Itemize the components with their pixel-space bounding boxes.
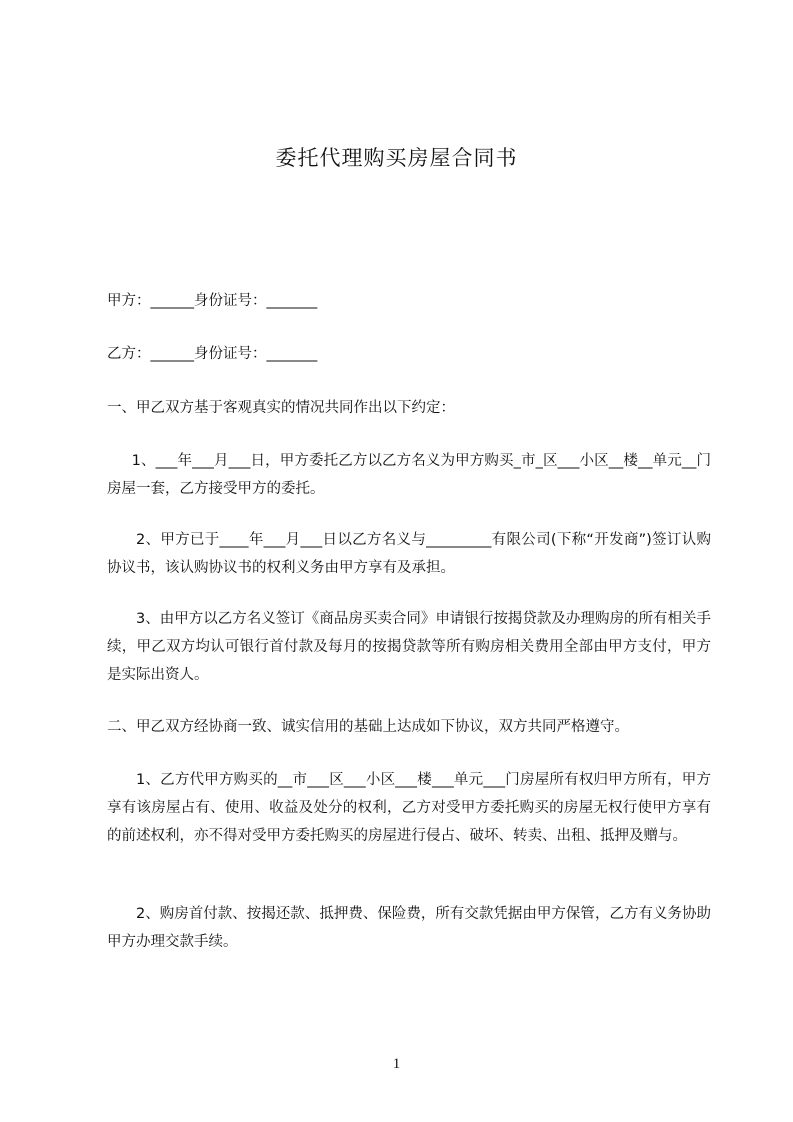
document-title: 委托代理购买房屋合同书 [275,146,518,170]
clause-2-1: 1、乙方代甲方购买的__市___区___小区___楼___单元___门房屋所有权归甲方所有，甲方享有该房屋占有、使用、收益及处分的权利，乙方对受甲方委托购买的房屋无权行使甲方享有的前述权利，亦不得对受甲方委托购买的房屋进行侵占、破坏、转卖、出租、抵押及赠与。 [107,772,711,844]
clause-1-2: 2、甲方已于____年___月___日以乙方名义与_________有限公司(下称“开发商”)签订认购协议书，该认购协议书的权利义务由甲方享有及承担。 [107,532,711,576]
party-b-line: 乙方：______身份证号：_______ [107,346,318,362]
section-1-heading: 一、甲乙双方基于客观真实的情况共同作出以下约定： [107,400,455,416]
clause-1-3: 3、由甲方以乙方名义签订《商品房买卖合同》申请银行按揭贷款及办理购房的所有相关手续，甲乙双方均认可银行首付款及每月的按揭贷款等所有购房相关费用全部由甲方支付，甲方是实际出资人。 [107,611,711,683]
page-number: 1 [392,1056,401,1072]
party-a-line: 甲方：______身份证号：_______ [107,293,318,309]
clause-1-1: 1、___年___月___日，甲方委托乙方以乙方名义为甲方购买_市_区___小区__楼__单元__门 房屋一套，乙方接受甲方的委托。 [107,453,711,497]
clause-2-2: 2、购房首付款、按揭还款、抵押费、保险费，所有交款凭据由甲方保管，乙方有义务协助甲方办理交款手续。 [107,906,711,950]
section-2-heading: 二、甲乙双方经协商一致、诚实信用的基础上达成如下协议，双方共同严格遵守。 [107,719,629,735]
